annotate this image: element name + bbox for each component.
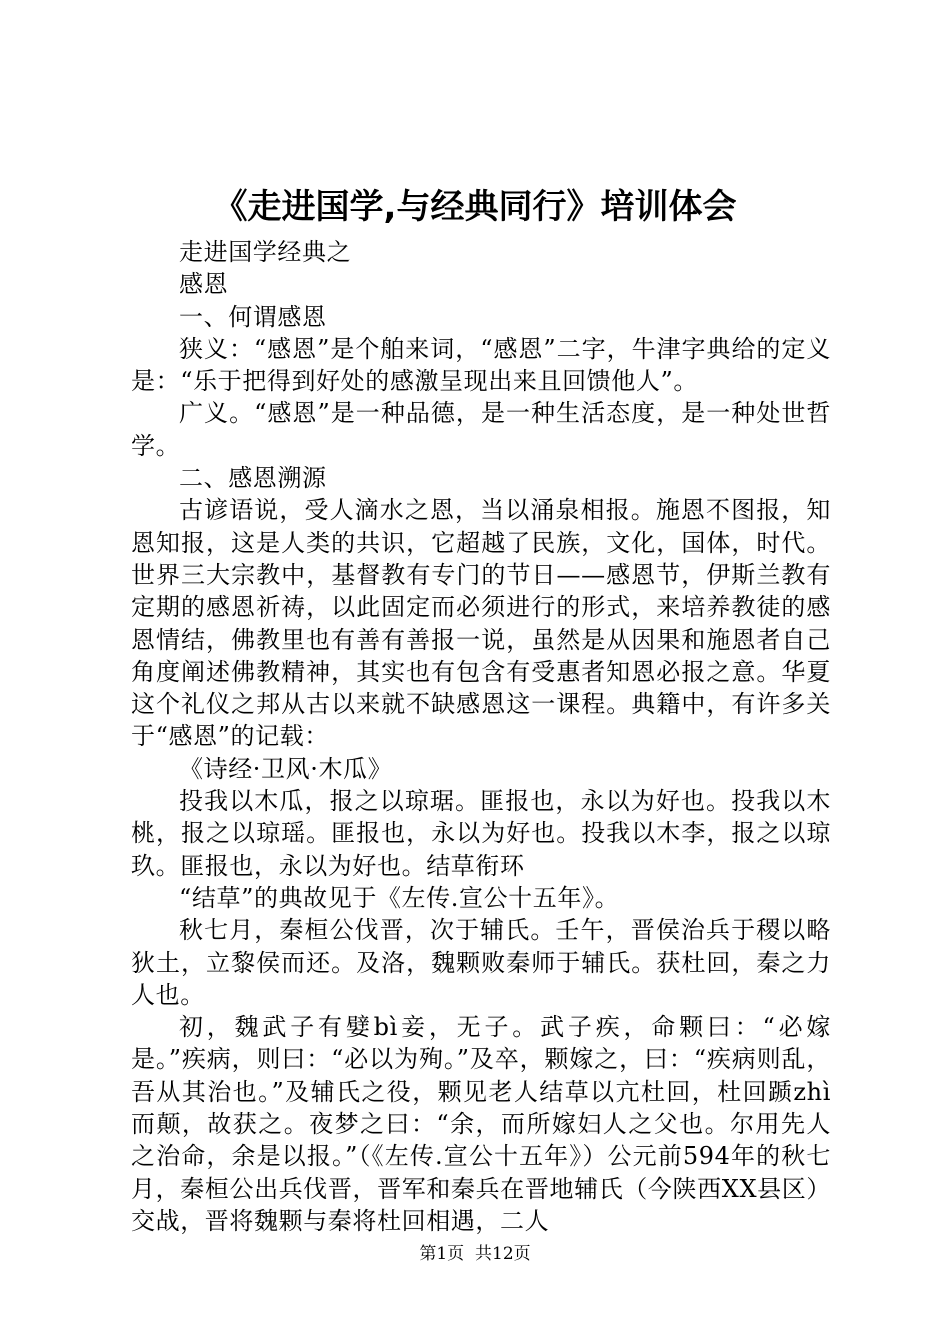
document-title: 《走进国学,与经典同行》培训体会 [213, 187, 737, 227]
page-footer [0, 1242, 950, 1266]
paragraph: “结草”的典故见于《左传.宣公十五年》。 [179, 883, 620, 912]
paragraph: 感恩 [179, 270, 229, 299]
page-total: 共12页 [475, 1244, 531, 1264]
paragraph: 广义。“感恩”是一种品德，是一种生活态度，是一种处世哲学。 [131, 399, 831, 460]
paragraph: 秋七月，秦桓公伐晋，次于辅氏。壬午，晋侯治兵于稷以略狄土，立黎侯而还。及洛，魏颗败秦师于辅氏。获杜回，秦之力人也。 [131, 916, 831, 1009]
paragraph: 投我以木瓜，报之以琼琚。匪报也，永以为好也。投我以木桃，报之以琼瑶。匪报也，永以为好也。投我以木李，报之以琼玖。匪报也，永以为好也。结草衔环 [131, 787, 831, 880]
paragraph: 走进国学经典之 [179, 238, 352, 266]
section-heading: 二、感恩溯源 [179, 464, 327, 493]
paragraph: 《诗经·卫风·木瓜》 [179, 754, 393, 783]
page-number: 第1页 [419, 1244, 465, 1264]
document-body [131, 236, 831, 1237]
paragraph: 初，魏武子有嬖bì妾，无子。武子疾，命颗曰：“必嫁是。”疾病，则曰：“必以为殉。”及卒，颗嫁之，曰：“疾病则乱，吾从其治也。”及辅氏之役，颗见老人结草以亢杜回，杜回踬zhì而颠，故获之。夜梦之曰：“余，而所嫁妇人之父也。尔用先人之治命，余是以报。”（《左传.宣公十五年》）公元前594年的秋七月，秦桓公出兵伐晋，晋军和秦兵在晋地辅氏（今陕西XX县区）交战，晋将魏颗与秦将杜回相遇，二人 [131, 1013, 831, 1235]
paragraph: 狭义：“感恩”是个舶来词，“感恩”二字，牛津字典给的定义是：“乐于把得到好处的感激呈现出来且回馈他人”。 [131, 334, 831, 396]
section-heading: 一、何谓感恩 [179, 302, 327, 331]
paragraph: 古谚语说，受人滴水之恩，当以涌泉相报。施恩不图报，知恩知报，这是人类的共识，它超越了民族，文化，国体，时代。世界三大宗教中，基督教有专门的节日——感恩节，伊斯兰教有定期的感恩祈祷，以此固定而必须进行的形式，来培养教徒的感恩情结，佛教里也有善有善报一说，虽然是从因果和施恩者自己角度阐述佛教精神，其实也有包含有受惠者知恩必报之意。华夏这个礼仪之邦从古以来就不缺感恩这一课程。典籍中，有许多关于“感恩”的记载： [131, 496, 831, 751]
